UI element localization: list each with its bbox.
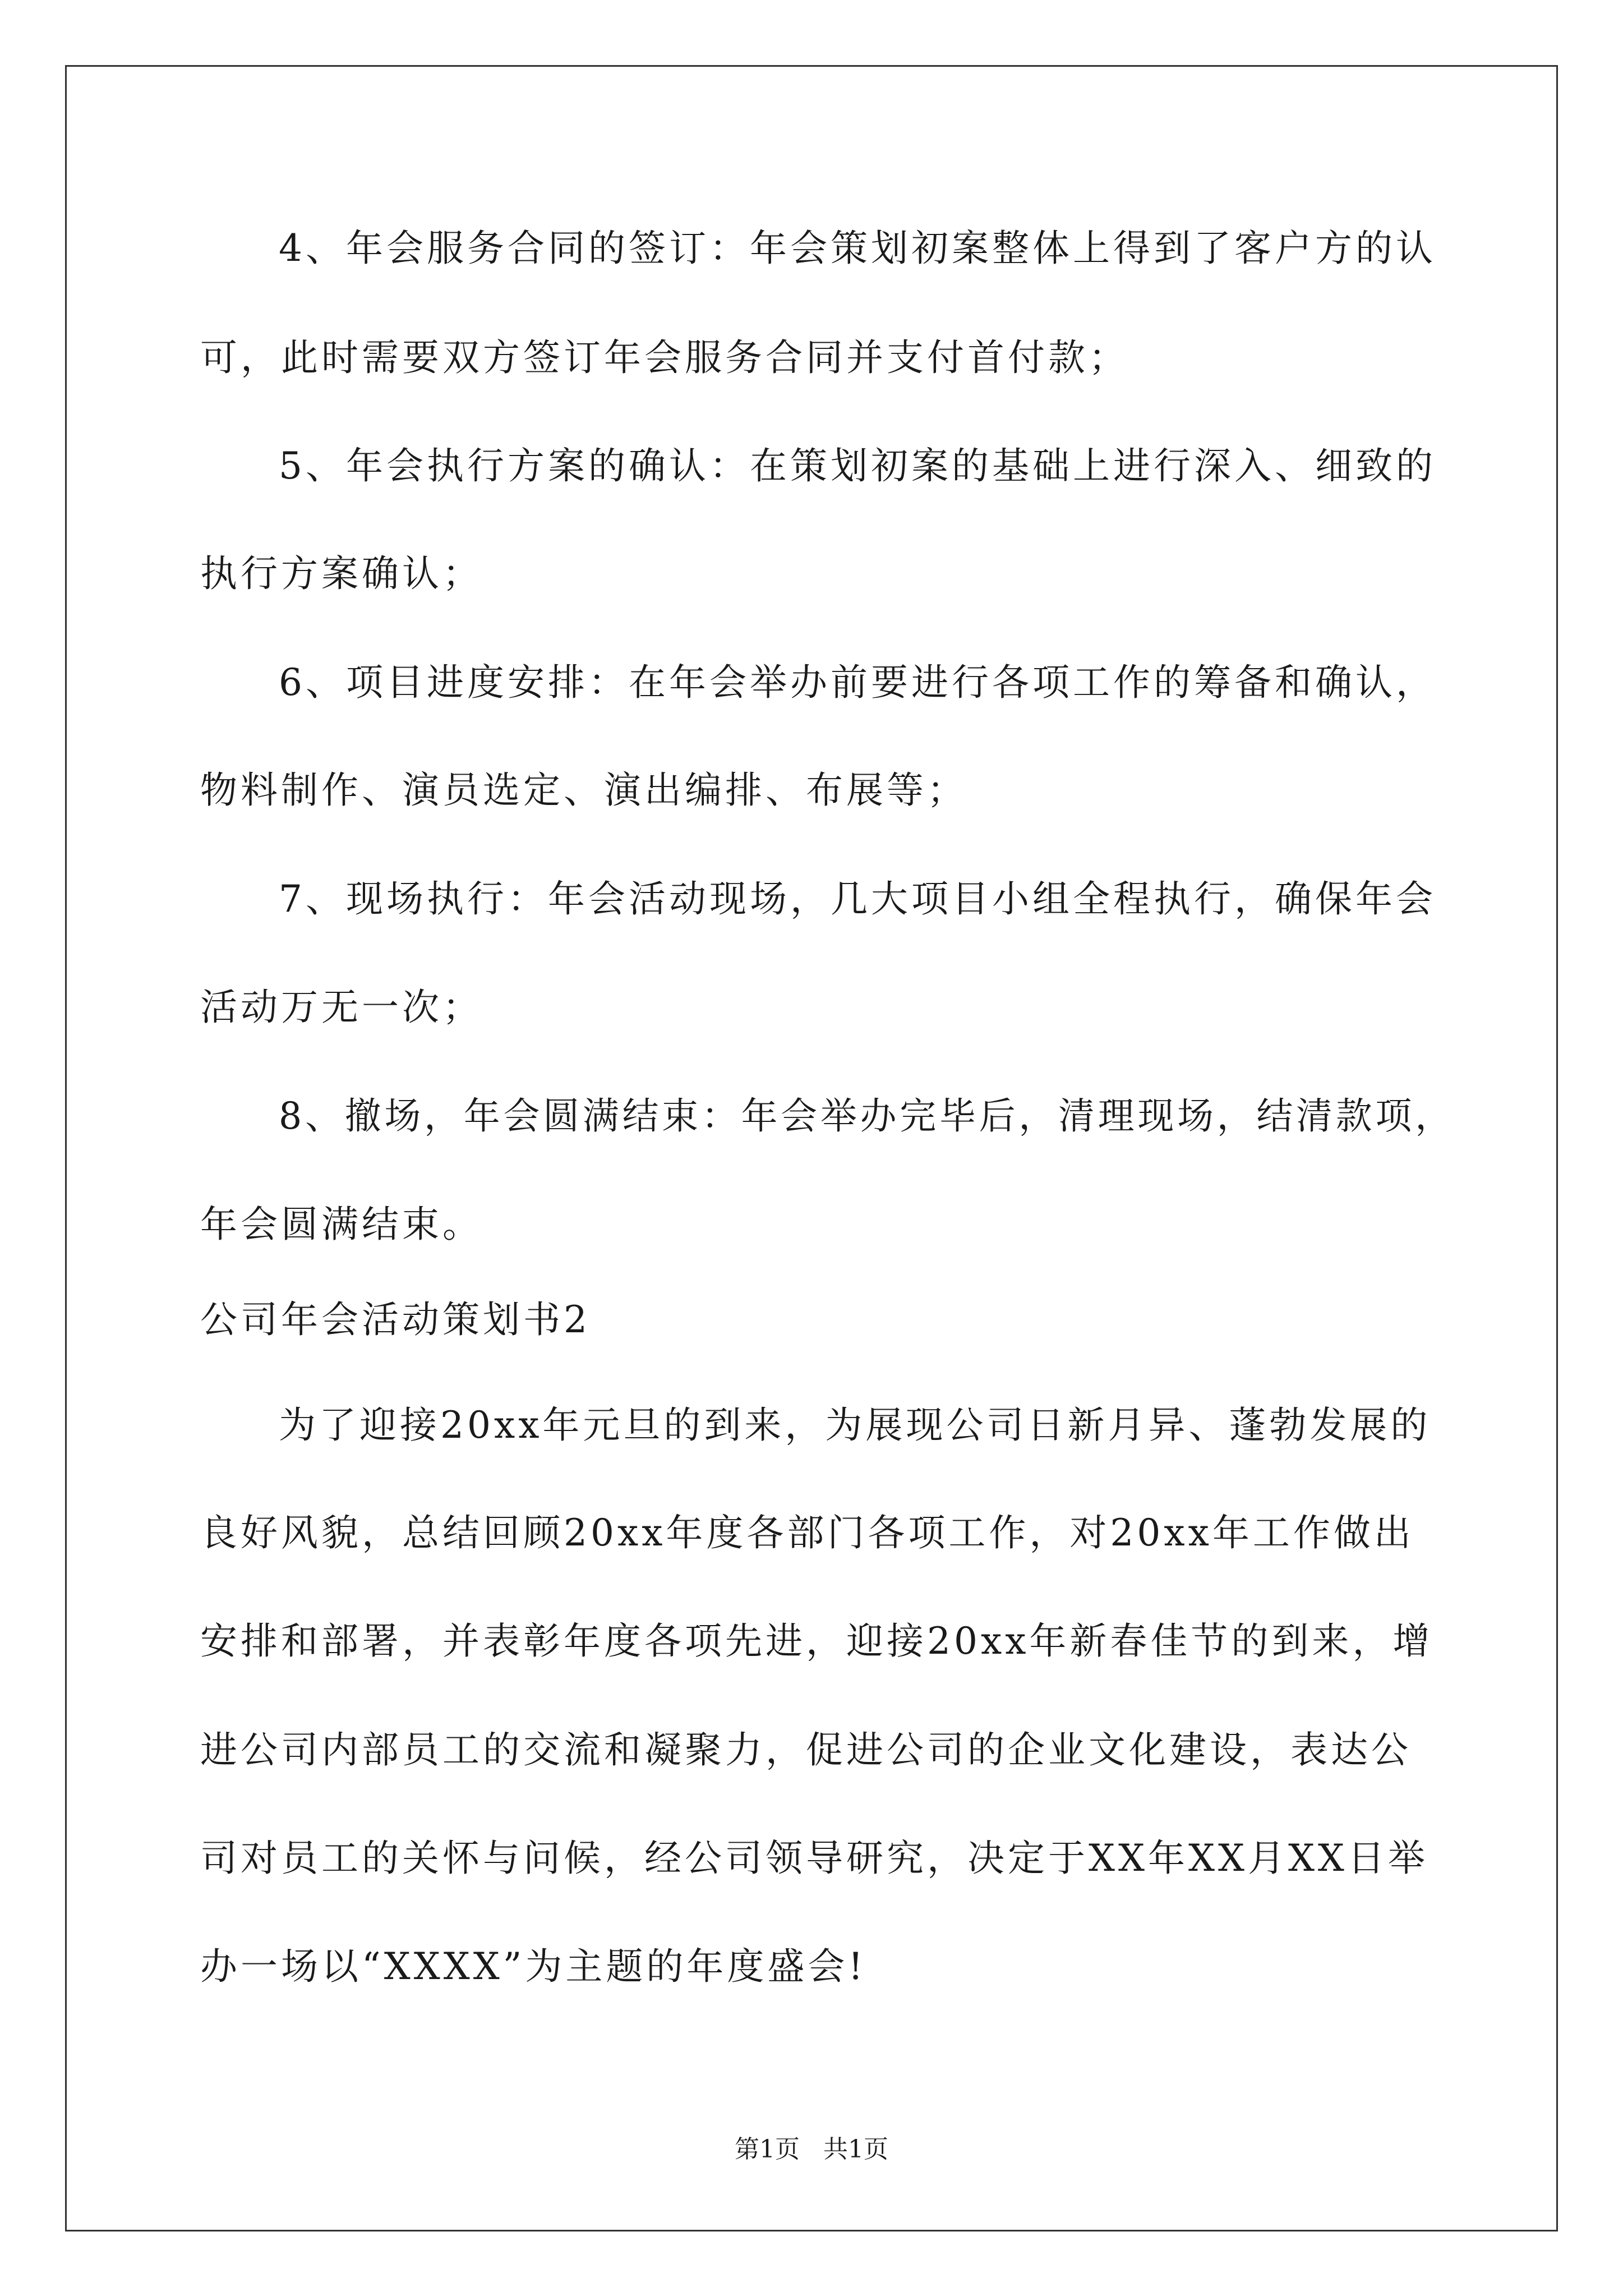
page-footer: 第1页 共1页 xyxy=(735,2135,888,2164)
paragraph-7-line-2: 活动万无一次； xyxy=(200,986,483,1029)
intro-paragraph-line-1: 为了迎接20xx年元旦的到来，为展现公司日新月异、蓬勃发展的 xyxy=(279,1404,1431,1447)
intro-paragraph-line-5: 司对员工的关怀与问候，经公司领导研究，决定于XX年XX月XX日举 xyxy=(200,1837,1428,1880)
intro-paragraph-line-2: 良好风貌，总结回顾20xx年度各部门各项工作，对20xx年工作做出 xyxy=(200,1511,1414,1554)
paragraph-7-line-1: 7、现场执行：年会活动现场，几大项目小组全程执行，确保年会 xyxy=(279,877,1436,921)
paragraph-5-line-1: 5、年会执行方案的确认：在策划初案的基础上进行深入、细致的 xyxy=(279,444,1436,487)
paragraph-8-line-2: 年会圆满结束。 xyxy=(200,1203,483,1246)
intro-paragraph-line-3: 安排和部署，并表彰年度各项先进，迎接20xx年新春佳节的到来，增 xyxy=(200,1619,1433,1663)
paragraph-4-line-2: 可，此时需要双方签订年会服务合同并支付首付款； xyxy=(200,336,1129,379)
paragraph-8-line-1: 8、撤场，年会圆满结束：年会举办完毕后，清理现场，结清款项， xyxy=(279,1094,1455,1138)
intro-paragraph-line-6: 办一场以“XXXX”为主题的年度盛会! xyxy=(200,1945,866,1988)
paragraph-6-line-1: 6、项目进度安排：在年会举办前要进行各项工作的筹备和确认， xyxy=(279,661,1436,704)
intro-paragraph-line-4: 进公司内部员工的交流和凝聚力，促进公司的企业文化建设，表达公 xyxy=(200,1728,1412,1772)
page-border xyxy=(65,65,1558,2231)
paragraph-4-line-1: 4、年会服务合同的签订：年会策划初案整体上得到了客户方的认 xyxy=(279,227,1436,270)
paragraph-6-line-2: 物料制作、演员选定、演出编排、布展等； xyxy=(200,769,967,812)
section-title: 公司年会活动策划书2 xyxy=(200,1298,591,1341)
paragraph-5-line-2: 执行方案确认； xyxy=(200,552,483,595)
